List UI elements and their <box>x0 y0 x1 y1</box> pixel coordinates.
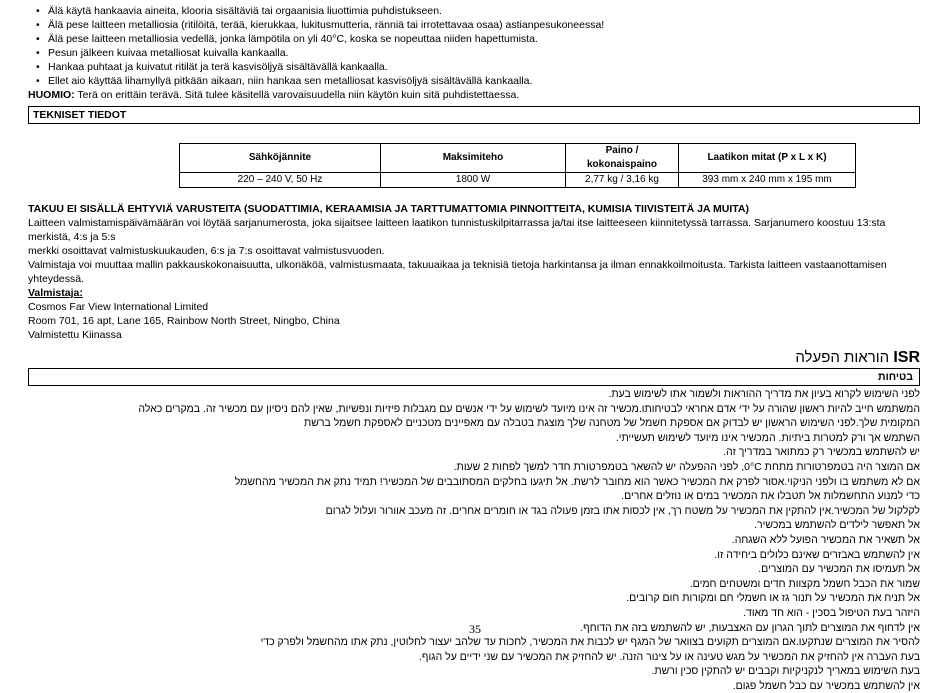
safety-line: אין להשתמש באבזרים שאינם כלולים ביחידה זו. <box>714 548 920 561</box>
page-number: 35 <box>469 622 481 636</box>
safety-line: אם המוצר היה בטמפרטורות מתחת 0°C, לפני ההפעלה יש להשאר בטמפרטורת חדר למשך לפחות 2 שעות. <box>453 460 920 473</box>
safety-line: אל תשאיר את המכשיר הפועל ללא השגחה. <box>731 533 920 546</box>
isr-code: ISR <box>893 349 920 366</box>
table-cell: 2,77 kg / 3,16 kg <box>566 173 679 188</box>
bullet-item: • Älä käytä hankaavia aineita, klooria sisältäviä tai orgaanisia liuottimia puhdistukseen. <box>28 4 920 18</box>
safety-line: השתמש אך ורק למטרות ביתיות. המכשיר אינו מיועד לשימוש תעשייתי. <box>615 431 920 444</box>
warranty-heading: TAKUU EI SISÄLLÄ EHTYVIÄ VARUSTEITA (SUODATTIMIA, KERAAMISIA JA TARTTUMATTOMIA PINNOITTEITA, KUMISIA TIIVISTEITÄ JA MUITA) <box>28 203 749 215</box>
safety-line: המשתמש חייב להיות ראשון שהורה על ידי אדם אחראי לבטיחותו.מכשיר זה אינו מיועד לשימוש על ידי אנשים עם מגבלות פיזיות ונפשיות, שאין להם ניסיון עם מכשיר זה. במקרים כאלה <box>138 402 920 415</box>
note-paragraph <box>28 88 920 102</box>
safety-line: לפני השימוש לקרוא בעיון את מדריך ההוראות ולשמור אתו לשימוש בעת. <box>608 388 920 400</box>
bullet-item: • Älä pese laitteen metalliosia vedellä, jonka lämpötila on yli 40°C, koska se nopeuttaa niiden hapettumista. <box>28 32 920 46</box>
safety-text <box>28 387 920 693</box>
safety-line: אין לדחוף את המוצרים לתוך הגרון עם האצבעות, יש להשתמש בזה את הדוחף. <box>580 621 920 634</box>
tech-specs-heading: TEKNISET TIEDOT <box>28 106 920 124</box>
safety-line: היזהר בעת הטיפול בסכין - הוא חד מאוד. <box>743 606 920 619</box>
table-cell: 220 – 240 V, 50 Hz <box>180 173 381 188</box>
safety-line: המקומית שלך.לפני השימוש הראשון יש לבדוק אם אספקת חשמל של מטחנה שלך מוצגת בטבלה עם מאפיינים מטכניים לאספקת חשמל ברשת <box>303 417 920 430</box>
table-header-cell: Sähköjännite <box>180 144 381 173</box>
manual-page <box>28 4 920 693</box>
table-header-cell: Maksimiteho <box>381 144 566 173</box>
bullet-item: • Ellet aio käyttää lihamyllyä pitkään aikaan, niin hankaa sen metalliosat kasvisöljyä sisältävällä kankaalla. <box>28 74 920 88</box>
manufacturer-line: Cosmos Far View International Limited <box>28 301 209 313</box>
bullet-item: • Älä pese laitteen metalliosia (ritilöitä, terää, kierukkaa, lukitusmutteria, ränniä tai irrotettavaa osaa) astianpesukoneessa! <box>28 18 920 32</box>
table-cell: 1800 W <box>381 173 566 188</box>
note-label: HUOMIO: <box>28 89 75 101</box>
cleaning-bullet-list <box>28 4 920 88</box>
safety-line: בעת השימוש במאריך לנקניקיות וקבבים יש להתקין סכין ורשת. <box>651 665 920 678</box>
safety-line: אל תניח את המכשיר על תנור גז או חשמלי חם ומקורות חום קרובים. <box>626 592 920 605</box>
safety-line: בעת העברה אין להחזיק את המכשיר על מגש טעינה או על צינור הזנה. יש להחזיק את המכשיר עם שני ידיים על הגוף. <box>418 650 920 663</box>
safety-line: אל תאפשר לילדים להשתמש במכשיר. <box>754 519 920 532</box>
safety-line: יש להשתמש במכשיר רק כמתואר במדריך זה. <box>723 446 920 459</box>
safety-line: אין להשתמש במכשיר עם כבל חשמל פגום. <box>732 679 920 692</box>
bullet-item: • Hankaa puhtaat ja kuivatut ritilät ja terä kasvisöljyä sisältävällä kankaalla. <box>28 60 920 74</box>
isr-title-text: הוראות הפעלה <box>795 349 890 366</box>
tech-specs-table <box>179 143 856 188</box>
manufacturer-line: Room 701, 16 apt, Lane 165, Rainbow North Street, Ningbo, China <box>28 315 340 327</box>
bullet-item: • Pesun jälkeen kuivaa metalliosat kuivalla kankaalla. <box>28 46 920 60</box>
warranty-text-line: Laitteen valmistamispäivämäärän voi löytää sarjanumerosta, joka sijaitsee laitteen laatikon tunnistuskilpitarrassa ja/tai itse laitteeseen kiinnitetyssä tarrassa. Sarjanumero koostuu 13:sta merkistä, 4:s ja 5:s <box>28 217 886 243</box>
safety-line: אל תעמיסו את המכשיר עם המוצרים. <box>758 563 920 576</box>
warranty-text-line: Valmistaja voi muuttaa mallin pakkauskokonaisuutta, ulkonäköä, valmistusmaata, takuuaikaa ja teknisiä tietoja harkintansa ja ilman ennakkoilmoitusta. Tarkista laitteen vastaanottamisen yhteydessä. <box>28 259 887 285</box>
safety-heading: בטיחות <box>28 368 920 386</box>
table-header-cell: Laatikon mitat (P x L x K) <box>679 144 856 173</box>
safety-line: אם לא משתמש בו ולפני הניקוי.אסור לפרק את המכשיר כאשר הוא מחובר לרשת. אל תיגעו בחלקים המסתובבים של המכשיר! תמיד נתק את המכשיר מהחשמל <box>234 475 920 488</box>
table-row <box>180 173 856 188</box>
warranty-text-line: merkki osoittavat valmistuskuukauden, 6:s ja 7:s osoittavat valmistusvuoden. <box>28 245 385 257</box>
table-header-cell: Paino / kokonaispaino <box>566 144 679 173</box>
safety-line: להסיר את המוצרים שנתקעו.אם המוצרים תקועים בצוואר של המגף יש לכבות את המכשיר, לחכות עד שלהב יעצור לחלוטין, נתק אתו מהחשמל ולפרק כדי <box>260 636 920 649</box>
table-header-row <box>180 144 856 173</box>
isr-section-title <box>28 348 920 368</box>
safety-line: כדי למנוע התחשמלות אל תטבלו את המכשיר במים או נוזלים אחרים. <box>621 490 920 503</box>
note-text: Terä on erittäin terävä. Sitä tulee käsitellä varovaisuudella niin käytön kuin sitä puhdistettaessa. <box>74 89 520 101</box>
safety-line: לקלקול של המכשיר.אין להתקין את המכשיר על משטח רך, אין לכסות אתו בזמן פעולה בגד או חומרים אחרים. זה מעכב אוורור ועלול לגרום <box>325 504 920 517</box>
manufacturer-line: Valmistettu Kiinassa <box>28 329 122 341</box>
manufacturer-label: Valmistaja: <box>28 287 83 299</box>
table-cell: 393 mm x 240 mm x 195 mm <box>679 173 856 188</box>
warranty-section <box>28 202 920 342</box>
safety-line: שמור את הכבל חשמל מקצוות חדים ומשטחים חמים. <box>689 577 920 590</box>
